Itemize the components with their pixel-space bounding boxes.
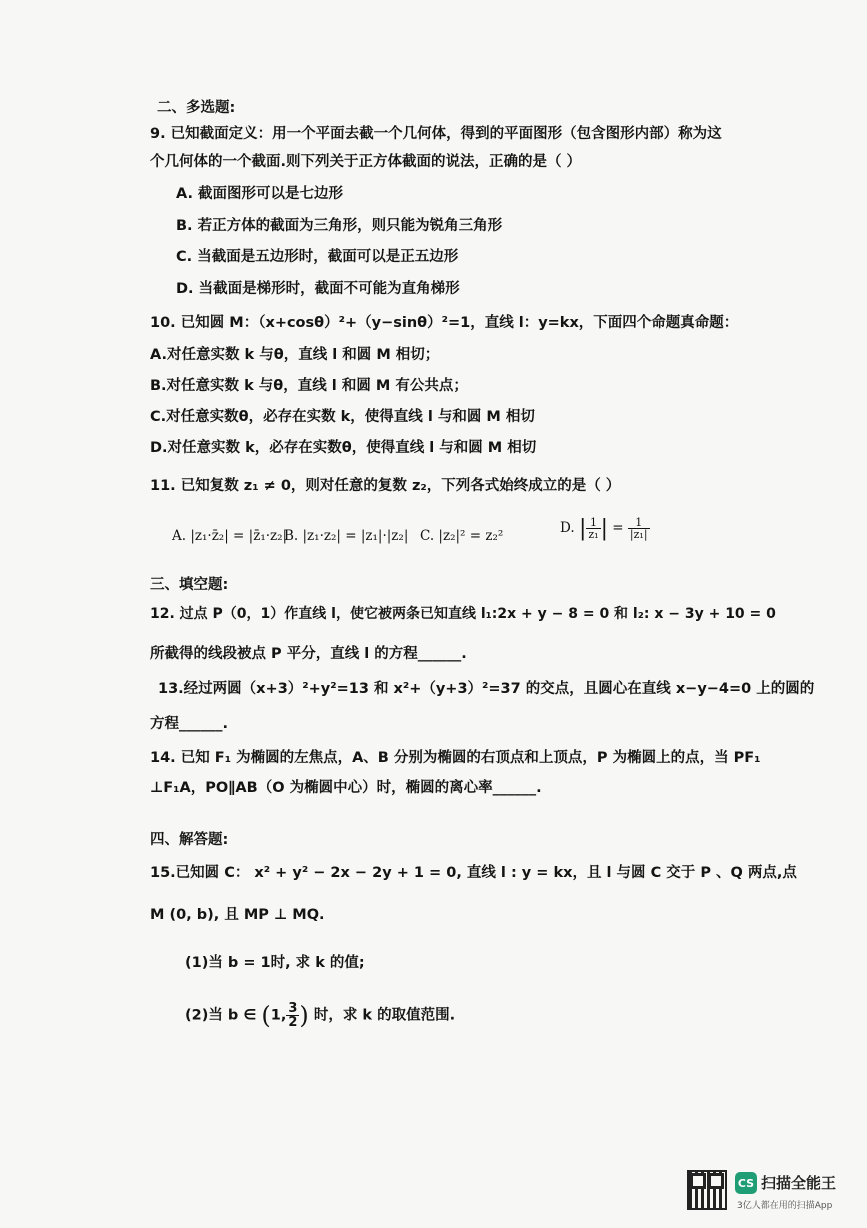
watermark-brand: 扫描全能王 [761,1174,837,1192]
q10-option-b: B.对任意实数 k 与θ，直线 l 和圆 M 有公共点； [150,378,468,394]
q15-part2-open-paren: ( [261,1001,271,1030]
q15-part2-close-paren: ) [299,1001,309,1030]
q13-line2: 方程______. [150,716,229,732]
q9-line2: 个几何体的一个截面.则下列关于正方体截面的说法，正确的是（ ） [150,154,582,170]
q10-option-c: C.对任意实数θ，必存在实数 k，使得直线 l 与和圆 M 相切 [150,409,535,425]
q14-line2: ⊥F₁A，PO∥AB（O 为椭圆中心）时，椭圆的离心率______. [150,780,542,796]
q11-option-d-label: D. [560,520,575,536]
q15-part2-fraction [286,1002,299,1029]
q9-line1: 9. 已知截面定义：用一个平面去截一个几何体，得到的平面图形（包含图形内部）称为这 [150,126,722,142]
q9-option-c: C. 当截面是五边形时，截面可以是正五边形 [176,249,459,265]
q15-line1: 15.已知圆 C： x² + y² − 2x − 2y + 1 = 0, 直线 l : y = kx，且 l 与圆 C 交于 P 、Q 两点,点 [150,865,797,881]
q11-d-left-den: z₁ [588,528,599,541]
q11-d-right-num: 1 [628,517,650,529]
qr-code-icon [687,1170,727,1210]
q11-option-c: C. |z₂|² = z₂² [420,528,504,544]
q11-option-b: B. |z₁·z₂| = |z₁|·|z₂| [284,528,409,544]
q9-option-a: A. 截面图形可以是七边形 [176,186,344,202]
q11-stem: 11. 已知复数 z₁ ≠ 0，则对任意的复数 z₂，下列各式始终成立的是（ ） [150,478,621,494]
q10-option-d: D.对任意实数 k，必存在实数θ，使得直线 l 与和圆 M 相切 [150,440,537,456]
q11-d-right-den: |z₁| [629,528,648,541]
q12-line2: 所截得的线段被点 P 平分，直线 l 的方程______. [150,646,467,662]
section-multi-choice: 二、多选题: [157,100,236,116]
q15-part2-num: 3 [288,1001,298,1016]
q11-d-left-fraction [586,517,600,540]
q13-line1: 13.经过两圆（x+3）²+y²=13 和 x²+（y+3）²=37 的交点，且圆心在直线 x−y−4=0 上的圆的 [158,681,815,697]
q11-d-right-fraction [628,517,650,540]
section-solve: 四、解答题: [150,832,229,848]
q15-part2-lower: 1, [270,1007,287,1024]
q15-part2-prefix: (2)当 b ∈ [185,1007,257,1024]
q11-d-eq: = [612,520,624,536]
q11-d-left-num: 1 [586,517,600,529]
q9-option-d: D. 当截面是梯形时，截面不可能为直角梯形 [176,281,460,297]
q10-stem: 10. 已知圆 M：（x+cosθ）²+（y−sinθ）²=1，直线 l：y=kx，下面四个命题真命题： [150,315,739,331]
q10-option-a: A.对任意实数 k 与θ，直线 l 和圆 M 相切； [150,347,440,363]
watermark-subtitle: 3亿人都在用的扫描App [737,1201,833,1211]
q14-line1: 14. 已知 F₁ 为椭圆的左焦点，A、B 分别为椭圆的右顶点和上顶点，P 为椭圆上的点，当 PF₁ [150,750,761,766]
q11-option-d: D. | $\frac{1}{\text{z₁}}$ | = $\frac{1}{\text{|z₁|}}$ [560,516,648,541]
cs-logo-icon: CS [735,1172,757,1194]
q11-option-a: A. |z₁·z̄₂| = |z̄₁·z₂| [172,528,288,544]
q9-option-b: B. 若正方体的截面为三角形，则只能为锐角三角形 [176,218,503,234]
q15-part2-den: 2 [288,1015,298,1030]
section-fill-in: 三、填空题: [150,577,229,593]
q15-part2-suffix: 时，求 k 的取值范围. [313,1007,456,1024]
scanner-watermark [687,1170,847,1214]
q15-part1: (1)当 b = 1时, 求 k 的值; [185,955,365,971]
q15-part2 [185,1002,455,1029]
q15-line2: M (0, b), 且 MP ⊥ MQ. [150,907,325,923]
q12-line1: 12. 过点 P（0，1）作直线 l，使它被两条已知直线 l₁:2x + y − 8 = 0 和 l₂: x − 3y + 10 = 0 [150,606,776,622]
